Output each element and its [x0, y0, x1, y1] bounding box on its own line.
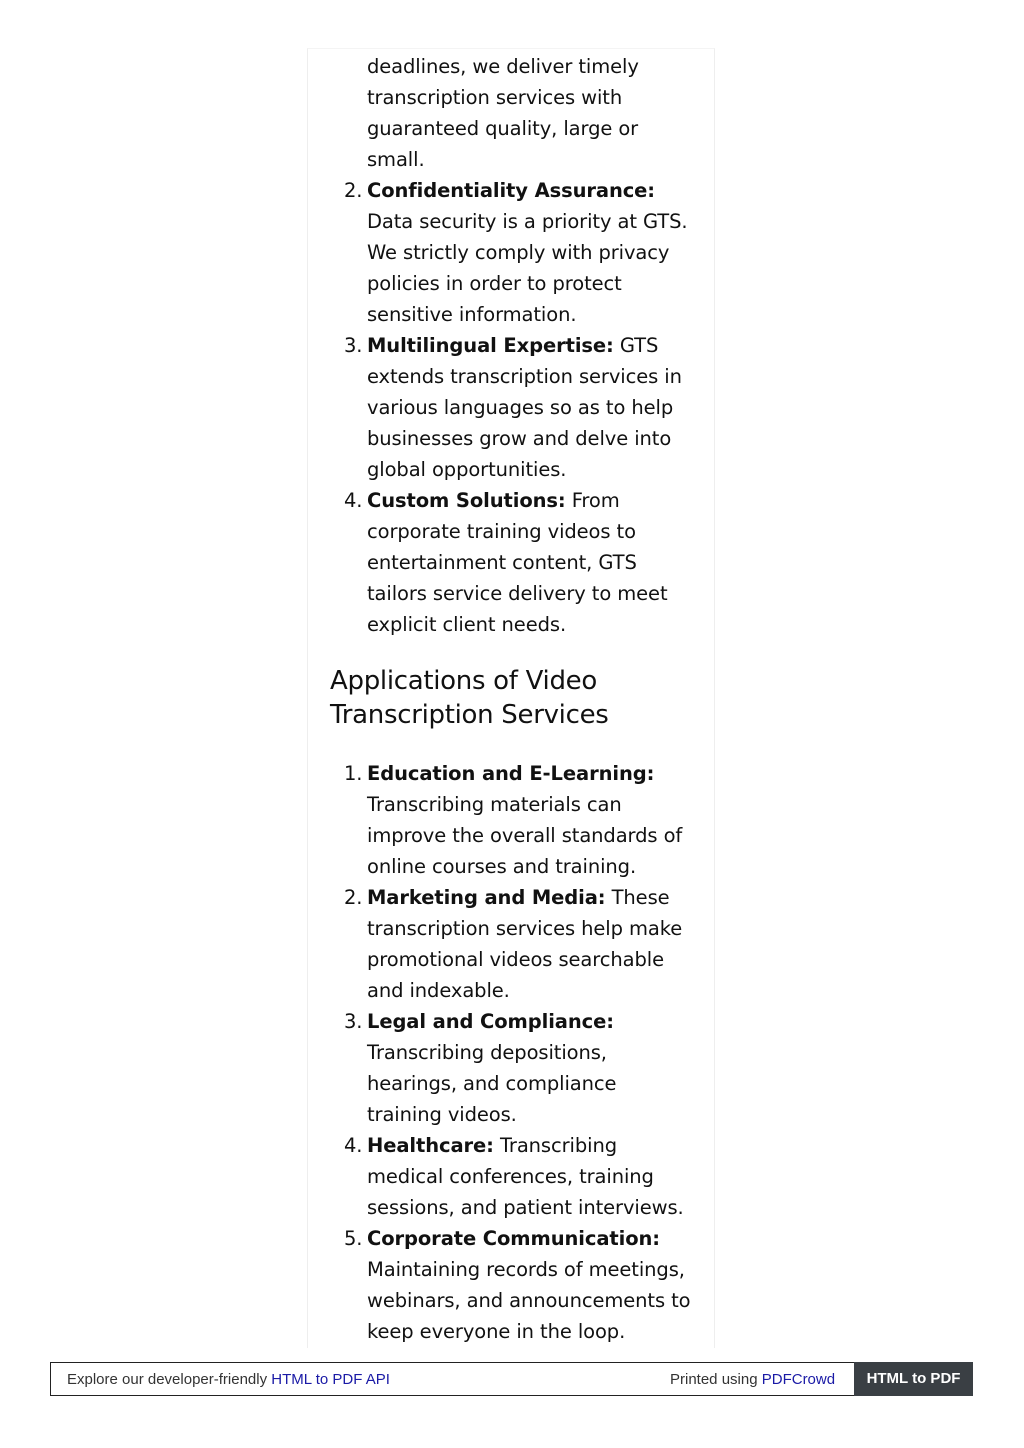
list-item-text: GTS extends transcription services in various languages so as to help businesses grow and delve into global opportunities.: [367, 334, 682, 481]
list-item-text: Maintaining records of meetings, webinars, and announcements to keep everyone in the loop.: [367, 1258, 691, 1343]
list-number: 3.: [344, 334, 363, 357]
list-item-text: Transcribing materials can improve the overall standards of online courses and training.: [367, 793, 683, 878]
list-item-lead: Multilingual Expertise:: [367, 334, 614, 357]
list-item-lead: Education and E-Learning:: [367, 762, 655, 785]
footer-explore: [67, 1371, 390, 1388]
section-heading: Applications of Video Transcription Services: [330, 666, 609, 730]
list-item-lead: Marketing and Media:: [367, 886, 606, 909]
list-item-text: These transcription services help make promotional videos searchable and indexable.: [367, 886, 683, 1002]
pdfcrowd-link[interactable]: PDFCrowd: [761, 1371, 836, 1388]
list-item-continuation: [330, 49, 695, 175]
list-item-lead: Confidentiality Assurance:: [367, 179, 656, 202]
list-number: 1.: [344, 762, 363, 785]
html-to-pdf-button[interactable]: HTML to PDF: [854, 1362, 973, 1396]
article-content: [330, 49, 695, 1347]
list-item: [330, 485, 695, 640]
footer-explore-text: Explore our developer-friendly: [67, 1371, 272, 1388]
list-number: 4.: [344, 1134, 363, 1157]
footer-printed: [670, 1371, 835, 1388]
list-number: 5.: [344, 1227, 363, 1250]
list-item: [330, 330, 695, 485]
features-list: [330, 49, 695, 640]
list-item-lead: Custom Solutions:: [367, 489, 566, 512]
list-number: 4.: [344, 489, 363, 512]
list-item-lead: Healthcare:: [367, 1134, 494, 1157]
list-number: 2.: [344, 886, 363, 909]
list-item-text: Data security is a priority at GTS. We strictly comply with privacy policies in order to protect sensitive information.: [367, 210, 688, 326]
list-item-text: Transcribing depositions, hearings, and compliance training videos.: [367, 1041, 617, 1126]
list-item: [330, 882, 695, 1006]
list-item: [330, 1006, 695, 1130]
list-number: 3.: [344, 1010, 363, 1033]
pdf-footer-bar: [50, 1362, 973, 1396]
list-number: 2.: [344, 179, 363, 202]
list-item-lead: Legal and Compliance:: [367, 1010, 614, 1033]
applications-list: [330, 758, 695, 1347]
list-item-text: deadlines, we deliver timely transcription services with guaranteed quality, large or small.: [367, 55, 639, 171]
list-item: [330, 758, 695, 882]
list-item-text: From corporate training videos to entertainment content, GTS tailors service delivery to meet explicit client needs.: [367, 489, 668, 636]
footer-printed-text: Printed using: [670, 1371, 762, 1388]
list-item-text: Transcribing medical conferences, training sessions, and patient interviews.: [367, 1134, 684, 1219]
list-item: [330, 1130, 695, 1223]
article-column: [307, 48, 715, 1348]
list-item: [330, 175, 695, 330]
list-item: [330, 1223, 695, 1347]
list-item-lead: Corporate Communication:: [367, 1227, 660, 1250]
html-to-pdf-api-link[interactable]: HTML to PDF API: [271, 1371, 390, 1388]
